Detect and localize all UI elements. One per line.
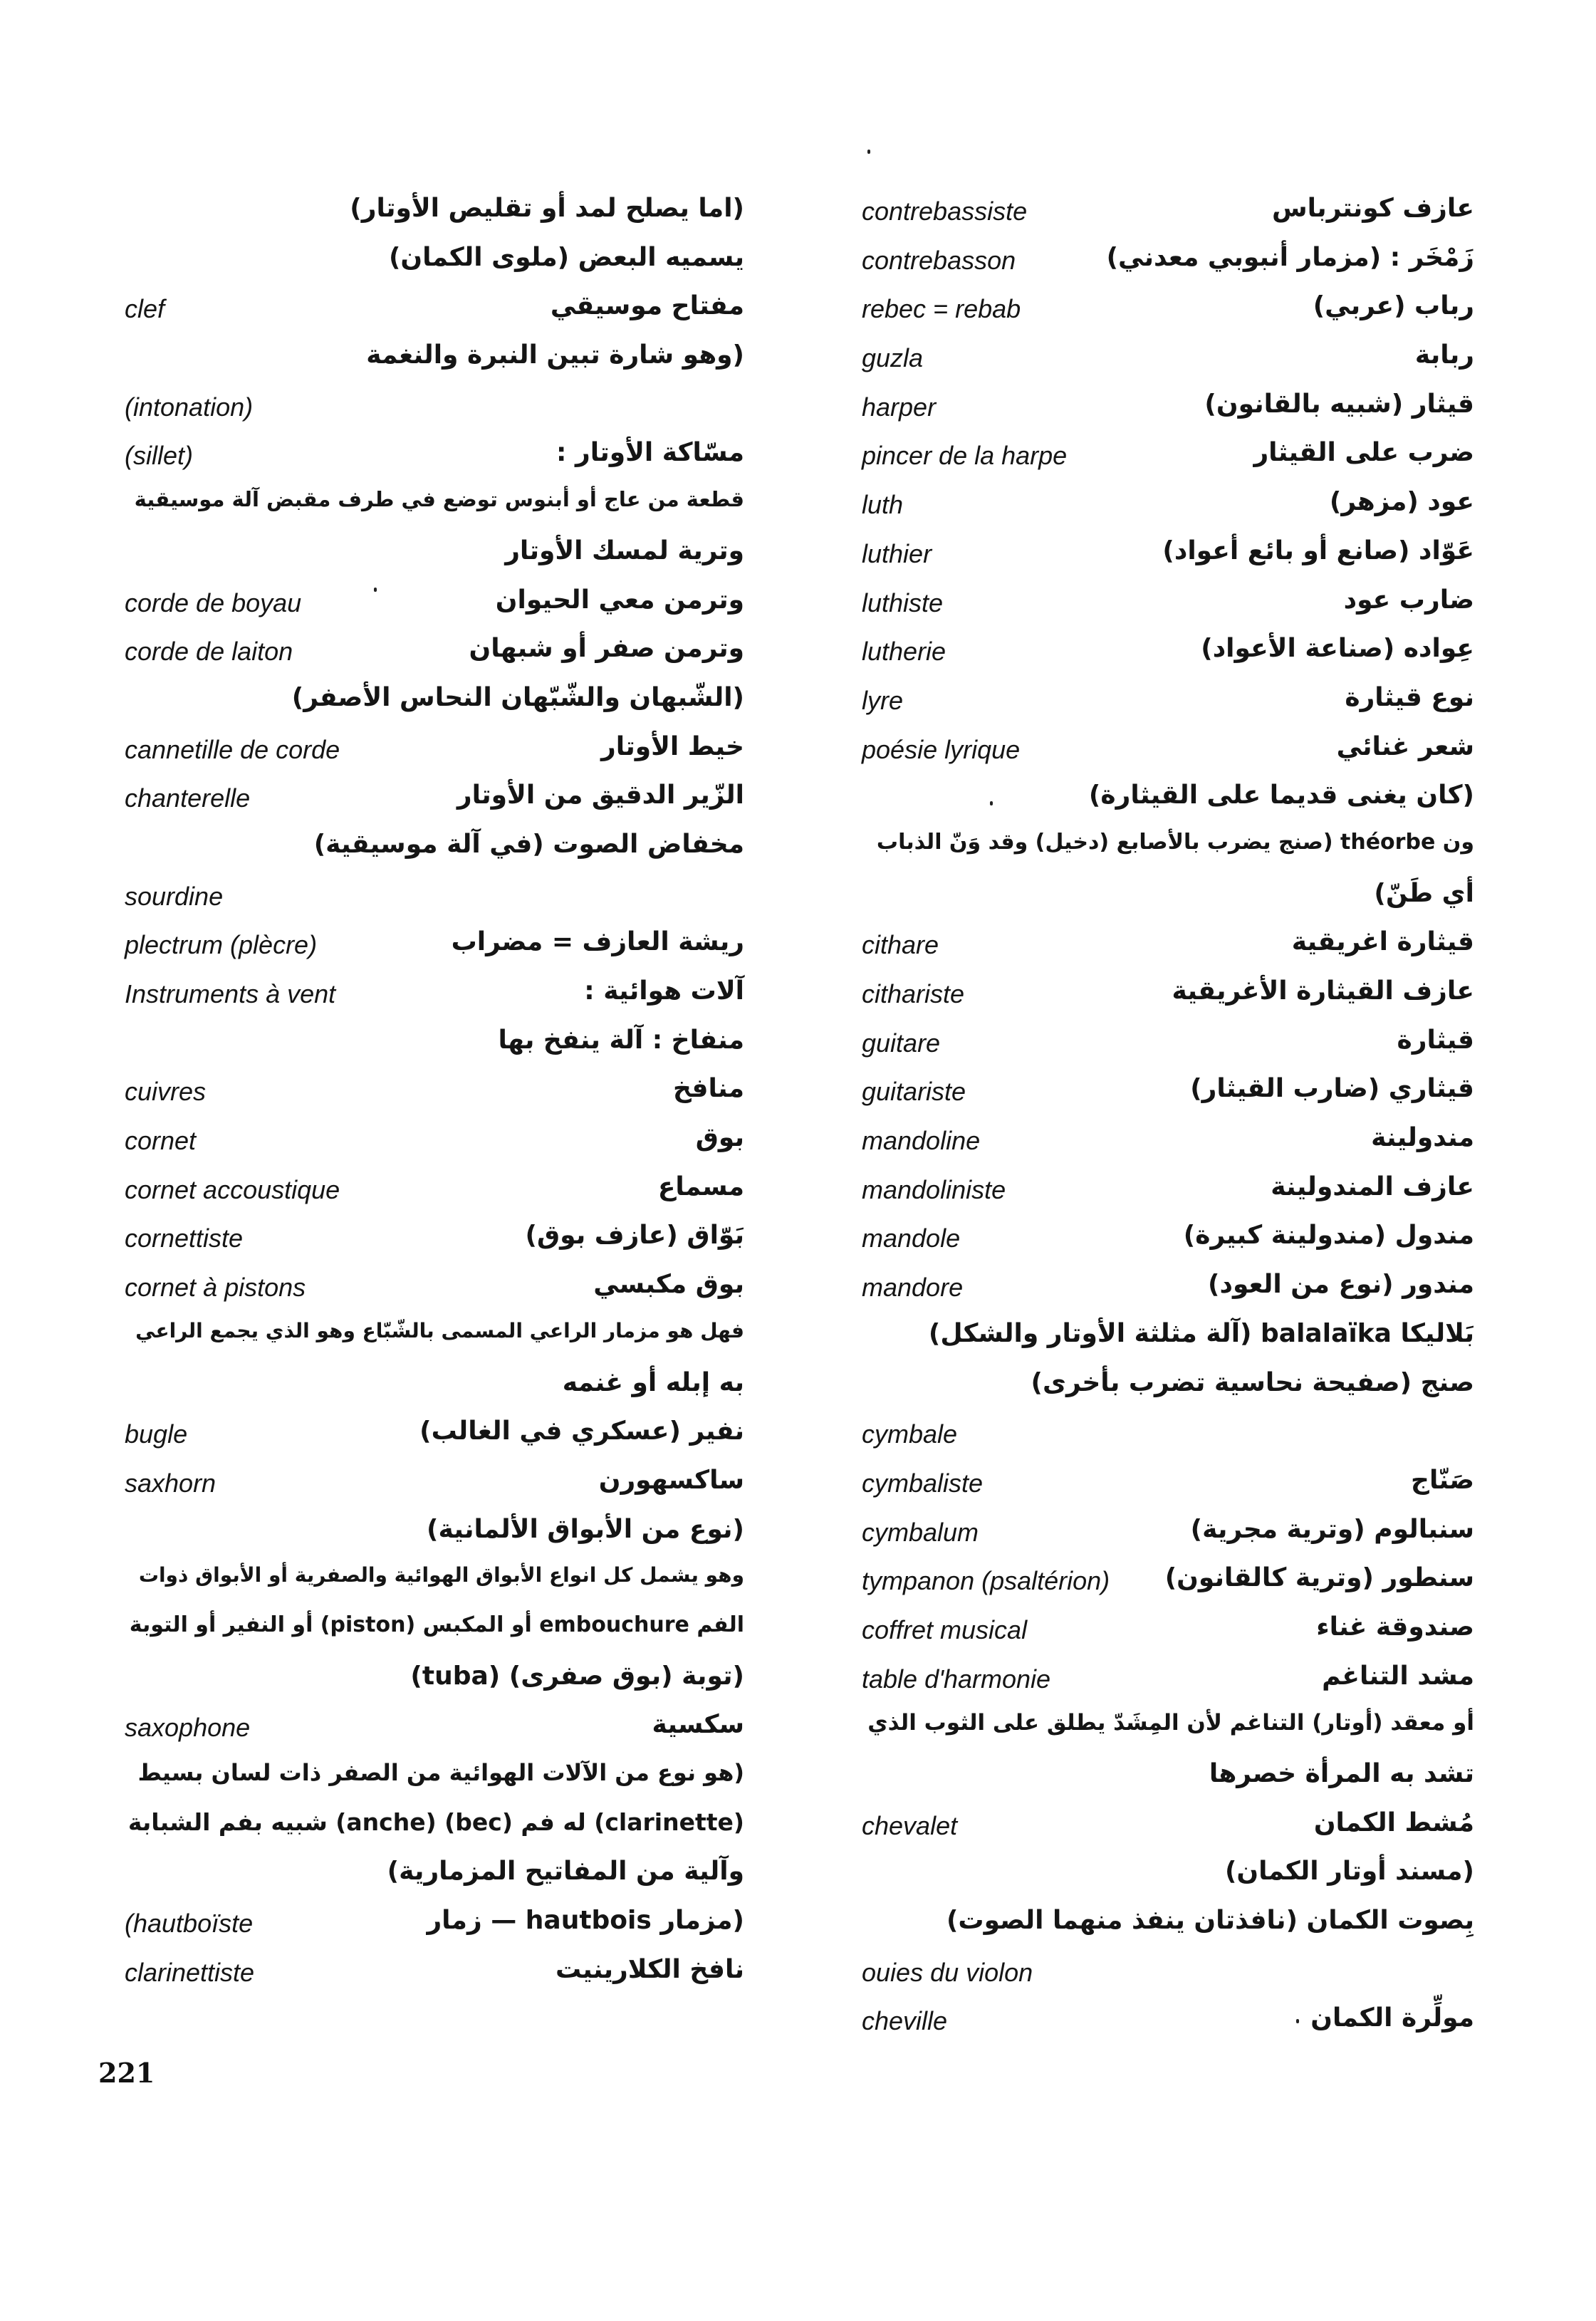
french-term: cithariste bbox=[862, 979, 965, 1008]
dictionary-entry bbox=[125, 1659, 744, 1708]
french-term: Instruments à vent bbox=[125, 979, 336, 1008]
dictionary-entry bbox=[862, 484, 1474, 533]
dictionary-entry bbox=[125, 1169, 744, 1219]
arabic-term: قيثاري (ضارب القيثار) bbox=[1190, 1074, 1474, 1104]
french-term: (sillet) bbox=[125, 441, 193, 471]
arabic-term: منفاخ : آلة ينفخ بها bbox=[498, 1025, 744, 1055]
arabic-term: مندور (نوع من العود) bbox=[1208, 1270, 1474, 1300]
french-term: pincer de la harpe bbox=[862, 441, 1068, 471]
print-speck bbox=[1296, 2019, 1299, 2023]
dictionary-entry bbox=[862, 2001, 1474, 2050]
arabic-term: سنطور (وترية كالقانون) bbox=[1164, 1563, 1474, 1593]
arabic-term: (clarinette) له فم (bec) (anche) شبيه بفم الشبابة bbox=[127, 1808, 744, 1836]
french-term: poésie lyrique bbox=[862, 734, 1021, 764]
arabic-term: عازف القيثارة الأغريقية bbox=[1172, 976, 1474, 1006]
arabic-term: مُشط الكمان bbox=[1313, 1808, 1474, 1837]
french-term: contrebassiste bbox=[862, 197, 1028, 226]
dictionary-entry bbox=[862, 729, 1474, 778]
dictionary-entry bbox=[862, 827, 1474, 876]
arabic-term: مخفاض الصوت (في آلة موسيقية) bbox=[313, 829, 744, 859]
dictionary-entry bbox=[125, 1560, 744, 1610]
arabic-term: مندولينة bbox=[1371, 1123, 1474, 1153]
dictionary-entry bbox=[125, 583, 744, 632]
arabic-term: وترمن صفر أو شبهان bbox=[469, 634, 744, 664]
arabic-term: نفير (عسكري في الغالب) bbox=[419, 1417, 744, 1446]
dictionary-entry bbox=[862, 191, 1474, 240]
dictionary-entry bbox=[862, 1463, 1474, 1512]
dictionary-entry bbox=[125, 631, 744, 680]
dictionary-entry bbox=[862, 1071, 1474, 1120]
french-term: cornet accoustique bbox=[125, 1174, 340, 1204]
arabic-term: قيثارة bbox=[1397, 1025, 1474, 1055]
french-term: sourdine bbox=[125, 881, 224, 911]
dictionary-entry bbox=[862, 1805, 1474, 1855]
french-term: saxophone bbox=[125, 1713, 251, 1743]
arabic-term: عِواده (صناعة الأعواد) bbox=[1201, 634, 1474, 664]
dictionary-entry bbox=[125, 876, 744, 925]
arabic-term: وترية لمسك الأوتار bbox=[505, 536, 744, 565]
french-term: corde de laiton bbox=[125, 637, 293, 667]
french-term: lyre bbox=[862, 685, 904, 715]
dictionary-entry bbox=[125, 191, 744, 240]
french-term: guzla bbox=[862, 343, 924, 373]
arabic-term: (كان يغنى قديما على القيثارة) bbox=[1088, 781, 1474, 810]
arabic-term: ضارب عود bbox=[1343, 585, 1474, 615]
french-term: cithare bbox=[862, 930, 939, 960]
dictionary-entry bbox=[125, 1756, 744, 1805]
french-term: luthier bbox=[862, 538, 932, 568]
dictionary-entry bbox=[125, 1316, 744, 1365]
dictionary-entry bbox=[862, 583, 1474, 632]
dictionary-entry bbox=[862, 1316, 1474, 1365]
arabic-term: صنج (صفيحة نحاسية تضرب بأخرى) bbox=[1031, 1367, 1474, 1397]
arabic-term: ريشة العازف = مضراب bbox=[451, 927, 744, 957]
arabic-term: ربابة bbox=[1414, 340, 1474, 370]
arabic-term: آلات هوائية : bbox=[584, 976, 744, 1006]
arabic-term: وآلية من المفاتيح المزمارية) bbox=[387, 1857, 744, 1887]
dictionary-entry bbox=[125, 1120, 744, 1169]
dictionary-entry bbox=[862, 1756, 1474, 1805]
dictionary-entry bbox=[125, 1023, 744, 1072]
dictionary-entry bbox=[125, 974, 744, 1023]
arabic-term: مولِّرة الكمان bbox=[1310, 2003, 1474, 2033]
dictionary-entry bbox=[862, 1169, 1474, 1219]
dictionary-entry bbox=[862, 240, 1474, 289]
dictionary-entry bbox=[125, 827, 744, 876]
dictionary-entry bbox=[862, 387, 1474, 436]
arabic-term: قيثار (شبيه بالقانون) bbox=[1204, 389, 1474, 419]
french-term: guitare bbox=[862, 1028, 941, 1058]
arabic-term: عازف المندولينة bbox=[1271, 1172, 1474, 1201]
arabic-term: (مزمار hautbois — زمار bbox=[427, 1906, 744, 1936]
french-term: guitariste bbox=[862, 1077, 966, 1107]
french-term: chanterelle bbox=[125, 783, 251, 813]
dictionary-entry bbox=[125, 778, 744, 827]
french-term: cannetille de corde bbox=[125, 734, 340, 764]
french-term: (intonation) bbox=[125, 392, 254, 422]
french-term: mandoline bbox=[862, 1126, 981, 1156]
french-term: corde de boyau bbox=[125, 588, 302, 617]
arabic-term: قطعة من عاج أو أبنوس توضع في طرف مقبض آلة موسيقية bbox=[134, 487, 744, 512]
french-term: mandole bbox=[862, 1224, 961, 1253]
arabic-term: (اما يصلح لمد أو تقليص الأوتار) bbox=[350, 194, 744, 223]
arabic-term: تشد به المرأة خصرها bbox=[1209, 1759, 1474, 1788]
dictionary-entry bbox=[862, 338, 1474, 387]
french-term: bugle bbox=[125, 1419, 188, 1449]
arabic-term: ساكسهورن bbox=[598, 1465, 744, 1495]
dictionary-entry bbox=[862, 1952, 1474, 2001]
arabic-term: الزّير الدقيق من الأوتار bbox=[457, 781, 744, 810]
dictionary-entry bbox=[862, 876, 1474, 925]
dictionary-entry bbox=[125, 924, 744, 974]
arabic-term: (نوع من الأبواق الألمانية) bbox=[427, 1514, 744, 1544]
arabic-term: بِصوت الكمان (نافذتان ينفذ منهما الصوت) bbox=[946, 1906, 1474, 1936]
french-term: cymbale bbox=[862, 1419, 958, 1449]
dictionary-entry bbox=[862, 435, 1474, 484]
arabic-term: أو معقد (أوتار) التناغم لأن المِشَدّ يطلق على الثوب الذي bbox=[867, 1710, 1474, 1736]
french-term: contrebasson bbox=[862, 245, 1016, 275]
dictionary-entry bbox=[862, 924, 1474, 974]
arabic-term: (الشّبهان والشّبّهان النحاس الأصفر) bbox=[291, 682, 744, 712]
arabic-term: مشد التناغم bbox=[1322, 1661, 1474, 1691]
french-term: chevalet bbox=[862, 1810, 958, 1840]
french-term: ouies du violon bbox=[862, 1957, 1033, 1987]
arabic-term: سنبالوم (وترية مجرية) bbox=[1190, 1514, 1474, 1544]
dictionary-entry bbox=[862, 1659, 1474, 1708]
arabic-term: منافخ bbox=[672, 1074, 744, 1104]
dictionary-entry bbox=[125, 1707, 744, 1756]
dictionary-entry bbox=[125, 1903, 744, 1952]
french-term: clef bbox=[125, 294, 165, 324]
french-term: tympanon (psaltérion) bbox=[862, 1566, 1110, 1596]
dictionary-entry bbox=[125, 1610, 744, 1659]
dictionary-entry bbox=[862, 1120, 1474, 1169]
french-term: luth bbox=[862, 490, 904, 520]
french-term: cymbalum bbox=[862, 1517, 979, 1547]
arabic-term: خيط الأوتار bbox=[600, 731, 744, 761]
french-term: cuivres bbox=[125, 1077, 207, 1107]
arabic-term: صَنّاج bbox=[1411, 1465, 1474, 1495]
dictionary-entry bbox=[125, 1854, 744, 1903]
arabic-term: (مسند أوتار الكمان) bbox=[1224, 1857, 1474, 1887]
dictionary-entry bbox=[125, 1463, 744, 1512]
french-term: cornet à pistons bbox=[125, 1273, 306, 1303]
dictionary-entry bbox=[125, 240, 744, 289]
dictionary-entry bbox=[125, 338, 744, 387]
left-column bbox=[125, 191, 744, 2001]
arabic-term: عَوّاد (صانع أو بائع أعواد) bbox=[1162, 536, 1474, 565]
french-term: plectrum (plècre) bbox=[125, 930, 318, 960]
french-term: luthiste bbox=[862, 588, 944, 617]
dictionary-entry bbox=[125, 1805, 744, 1855]
arabic-term: أي طَنّ) bbox=[1374, 878, 1474, 908]
dictionary-entry bbox=[125, 533, 744, 583]
arabic-term: بوق bbox=[695, 1123, 744, 1153]
arabic-term: وهو يشمل كل انواع الأبواق الهوائية والصفرية أو الأبواق ذوات bbox=[138, 1563, 744, 1587]
arabic-term: مسّاكة الأوتار : bbox=[556, 438, 744, 468]
arabic-term: مسماع bbox=[657, 1172, 744, 1201]
arabic-term: ضرب على القيثار bbox=[1253, 438, 1474, 468]
arabic-term: به إبله أو غنمه bbox=[562, 1367, 744, 1397]
dictionary-entry bbox=[125, 288, 744, 338]
dictionary-entry bbox=[862, 533, 1474, 583]
dictionary-entry bbox=[125, 1365, 744, 1414]
dictionary-entry bbox=[862, 1903, 1474, 1952]
dictionary-entry bbox=[862, 1560, 1474, 1610]
dictionary-entry bbox=[862, 1023, 1474, 1072]
dictionary-entry bbox=[125, 1952, 744, 2001]
arabic-term: (توبة (بوق صفرى) (tuba) bbox=[410, 1661, 744, 1691]
arabic-term: شعر غنائي bbox=[1336, 731, 1474, 761]
dictionary-entry bbox=[862, 288, 1474, 338]
french-term: table d'harmonie bbox=[862, 1664, 1051, 1694]
print-speck bbox=[990, 801, 993, 805]
dictionary-entry bbox=[862, 1512, 1474, 1561]
dictionary-entry bbox=[125, 387, 744, 436]
arabic-term: سكسية bbox=[652, 1710, 744, 1740]
arabic-term: زَمْخَر : (مزمار أنبوبي معدني) bbox=[1106, 242, 1474, 272]
dictionary-entry bbox=[125, 1414, 744, 1463]
arabic-term: بَوّاق (عازف بوق) bbox=[525, 1221, 744, 1251]
arabic-term: (وهو شارة تبين النبرة والنغمة bbox=[366, 340, 744, 370]
arabic-term: وترمن معي الحيوان bbox=[495, 585, 744, 615]
arabic-term: عود (مزهر) bbox=[1329, 487, 1474, 517]
arabic-term: ون théorbe (صنج يضرب بالأصابع (دخيل) وقد وَنّ الذباب bbox=[876, 829, 1474, 855]
dictionary-entry bbox=[862, 778, 1474, 827]
french-term: cornet bbox=[125, 1126, 197, 1156]
arabic-term: بَلاليكا balalaïka (آلة مثلثة الأوتار والشكل) bbox=[928, 1318, 1474, 1348]
arabic-term: قيثارة اغريقية bbox=[1291, 927, 1474, 957]
arabic-term: مفتاح موسيقي bbox=[550, 291, 744, 321]
dictionary-entry bbox=[862, 680, 1474, 729]
dictionary-entry bbox=[125, 435, 744, 484]
french-term: cheville bbox=[862, 2006, 948, 2036]
print-speck bbox=[867, 150, 870, 154]
dictionary-entry bbox=[862, 1365, 1474, 1414]
french-term: harper bbox=[862, 392, 937, 422]
dictionary-entry bbox=[862, 974, 1474, 1023]
dictionary-entry bbox=[125, 484, 744, 533]
french-term: rebec = rebab bbox=[862, 294, 1021, 324]
arabic-term: رباب (عربي) bbox=[1313, 291, 1474, 321]
page-number: 221 bbox=[98, 2057, 155, 2089]
arabic-term: بوق مكبسي bbox=[593, 1270, 744, 1300]
arabic-term: نوع قيثارة bbox=[1345, 682, 1474, 712]
french-term: lutherie bbox=[862, 637, 946, 667]
dictionary-entry bbox=[125, 1267, 744, 1316]
french-term: coffret musical bbox=[862, 1615, 1028, 1644]
arabic-term: صندوقة غناء bbox=[1316, 1612, 1474, 1642]
french-term: clarinettiste bbox=[125, 1957, 255, 1987]
dictionary-entry bbox=[125, 729, 744, 778]
french-term: (hautboïste bbox=[125, 1909, 254, 1939]
arabic-term: يسميه البعض (ملوى الكمان) bbox=[388, 242, 744, 272]
french-term: saxhorn bbox=[125, 1468, 217, 1498]
dictionary-entry bbox=[125, 680, 744, 729]
arabic-term: الفم embouchure أو المكبس (piston) أو النفير أو التوبة bbox=[129, 1612, 744, 1637]
dictionary-entry bbox=[125, 1218, 744, 1267]
arabic-term: مندول (مندولينة كبيرة) bbox=[1183, 1221, 1474, 1251]
dictionary-entry bbox=[862, 1854, 1474, 1903]
dictionary-entry bbox=[862, 1218, 1474, 1267]
dictionary-entry bbox=[862, 1707, 1474, 1756]
french-term: cymbaliste bbox=[862, 1468, 984, 1498]
french-term: mandore bbox=[862, 1273, 964, 1303]
arabic-term: نافخ الكلارينيت bbox=[556, 1954, 744, 1984]
french-term: cornettiste bbox=[125, 1224, 244, 1253]
arabic-term: (هو نوع من الآلات الهوائية من الصفر ذات لسان بسيط bbox=[137, 1759, 744, 1786]
print-speck bbox=[374, 588, 377, 592]
right-column bbox=[862, 191, 1474, 2050]
dictionary-entry bbox=[862, 1267, 1474, 1316]
dictionary-entry bbox=[125, 1071, 744, 1120]
arabic-term: فهل هو مزمار الراعي المسمى بالشّبّاع وهو الذي يجمع الراعي bbox=[135, 1318, 744, 1342]
dictionary-entry bbox=[125, 1512, 744, 1561]
french-term: mandoliniste bbox=[862, 1174, 1006, 1204]
dictionary-entry bbox=[862, 1610, 1474, 1659]
dictionary-entry bbox=[862, 631, 1474, 680]
arabic-term: عازف كونترباس bbox=[1271, 194, 1474, 223]
dictionary-entry bbox=[862, 1414, 1474, 1463]
